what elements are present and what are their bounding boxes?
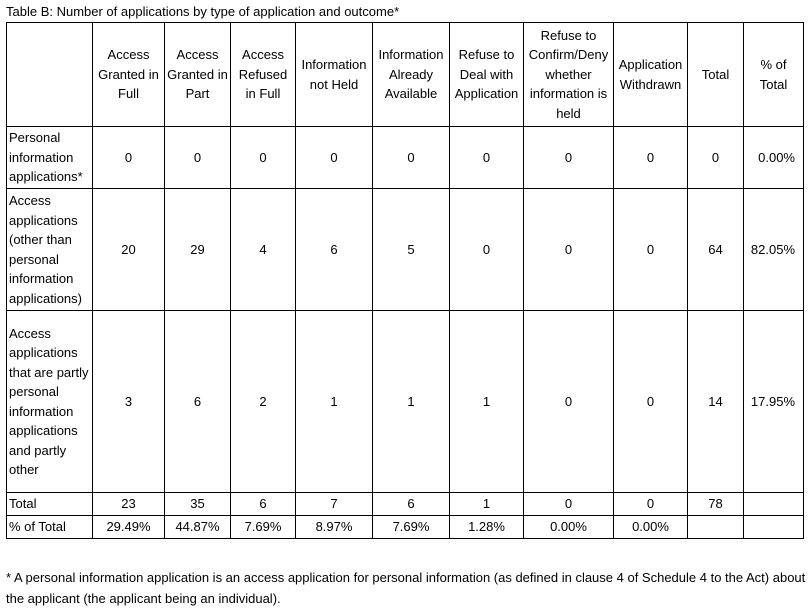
table-cell: 7.69% [373,516,450,539]
table-cell: 0 [231,127,296,189]
table-cell: 0 [614,493,688,516]
table-cell: 0 [524,493,614,516]
table-cell: 0 [614,127,688,189]
table-cell-percent: 82.05% [744,189,804,311]
table-cell: 7 [296,493,373,516]
table-cell: 35 [165,493,231,516]
table-cell: 0 [450,127,524,189]
table-cell: 6 [296,189,373,311]
header-application-withdrawn: Application Withdrawn [614,23,688,127]
table-row-personal-information [7,127,804,189]
header-access-granted-part: Access Granted in Part [165,23,231,127]
header-cell-empty [7,23,93,127]
table-cell-percent [744,493,804,516]
table-cell-percent: 17.95% [744,311,804,493]
table-cell: 8.97% [296,516,373,539]
row-label: % of Total [7,516,93,539]
row-label: Access applications that are partly personal information applications and partly other [7,311,93,493]
header-information-not-held: Information not Held [296,23,373,127]
table-cell: 1.28% [450,516,524,539]
table-cell-percent: 0.00% [744,127,804,189]
table-cell: 6 [231,493,296,516]
table-cell: 1 [373,311,450,493]
table-cell: 4 [231,189,296,311]
table-row-total [7,493,804,516]
table-cell: 0.00% [614,516,688,539]
header-row [7,23,804,127]
table-cell: 0 [450,189,524,311]
table-cell: 0 [93,127,165,189]
table-cell: 5 [373,189,450,311]
table-cell: 0 [524,189,614,311]
row-label: Access applications (other than personal information applications) [7,189,93,311]
table-cell: 1 [296,311,373,493]
table-cell: 29 [165,189,231,311]
applications-outcome-table [6,22,804,539]
table-row-partly-personal [7,311,804,493]
table-cell: 0 [614,189,688,311]
table-cell-total: 0 [688,127,744,189]
table-cell: 6 [373,493,450,516]
table-footnote: * A personal information application is an access application for personal information (as defined in clause 4 of Schedule 4 to the Act) about the applicant (the applicant being an individual). [6,570,806,606]
table-cell: 44.87% [165,516,231,539]
table-cell: 0 [524,127,614,189]
table-caption: Table B: Number of applications by type of application and outcome* [6,4,400,19]
table-cell: 0 [524,311,614,493]
table-cell: 1 [450,311,524,493]
table-cell: 0 [296,127,373,189]
table-cell: 20 [93,189,165,311]
table-cell: 23 [93,493,165,516]
header-information-already-available: Information Already Available [373,23,450,127]
table-cell-total: 64 [688,189,744,311]
table-cell: 0 [373,127,450,189]
table-cell: 3 [93,311,165,493]
table-cell-percent [744,516,804,539]
table-cell: 0 [165,127,231,189]
header-percent-of-total: % of Total [744,23,804,127]
table-cell: 6 [165,311,231,493]
header-refuse-confirm-deny: Refuse to Confirm/Deny whether information is held [524,23,614,127]
table-cell: 29.49% [93,516,165,539]
table-cell-total: 14 [688,311,744,493]
header-total: Total [688,23,744,127]
header-access-refused-full: Access Refused in Full [231,23,296,127]
table-cell: 2 [231,311,296,493]
header-refuse-to-deal: Refuse to Deal with Application [450,23,524,127]
table-cell: 0 [614,311,688,493]
table-row-access-applications [7,189,804,311]
table-cell: 0.00% [524,516,614,539]
table-cell: 1 [450,493,524,516]
table-cell: 7.69% [231,516,296,539]
table-row-percent-of-total [7,516,804,539]
table-cell-total: 78 [688,493,744,516]
header-access-granted-full: Access Granted in Full [93,23,165,127]
row-label: Personal information applications* [7,127,93,189]
row-label: Total [7,493,93,516]
table-cell-total [688,516,744,539]
